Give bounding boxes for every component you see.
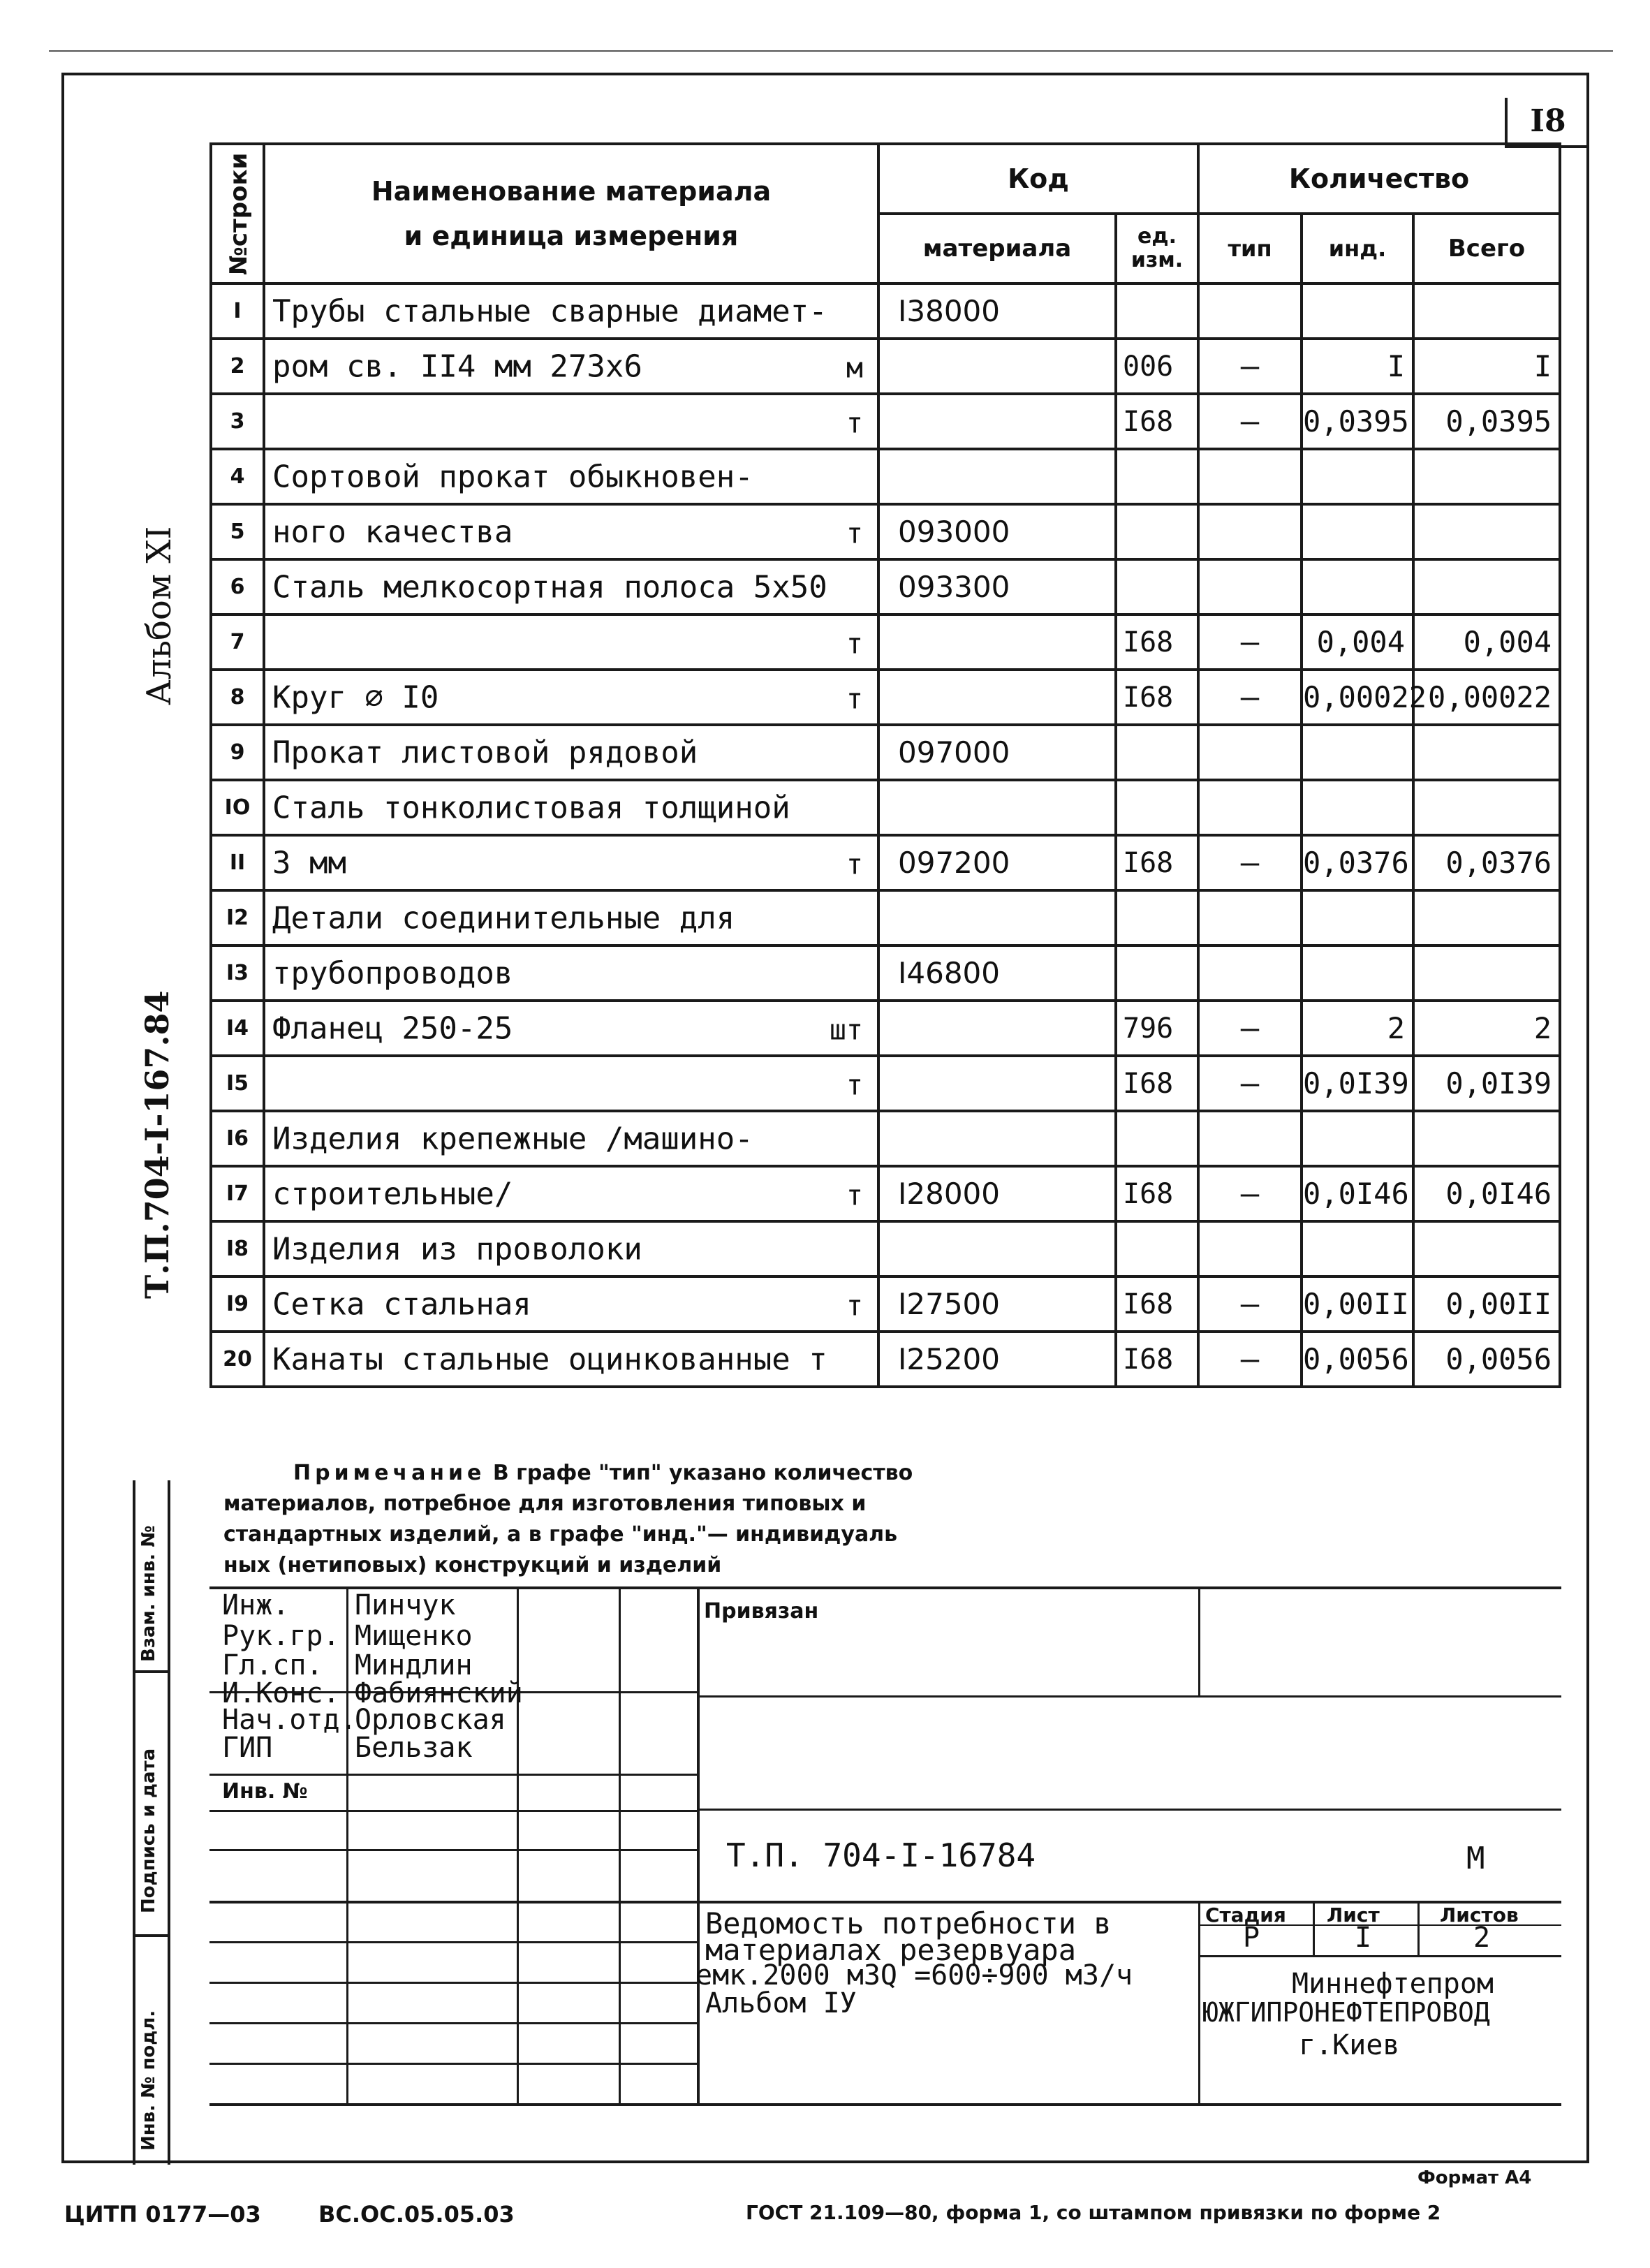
material-name-text: строительные/	[272, 1176, 513, 1212]
individual-qty	[1302, 1221, 1413, 1276]
stamp-role: Рук.гр.	[222, 1620, 340, 1652]
stamp-person: Фабиянский	[355, 1677, 523, 1709]
note-block: Примечание В графе "тип" указано количество материалов, потребное для изготовления типовых и стандартных изделий, а в графе "инд."— индивидуаль ных (нетиповых) конструкций и изделий	[223, 1461, 913, 1577]
page-number: I8	[1505, 98, 1589, 148]
stamp-role: Нач.отд.	[222, 1704, 357, 1736]
material-name-text: Сталь тонколистовая толщиной	[272, 790, 790, 825]
stamp-person: Пинчук	[355, 1589, 456, 1621]
org-line1: Миннефтепром	[1292, 1968, 1494, 2000]
material-name	[264, 504, 878, 559]
unit-code	[1116, 890, 1198, 945]
table-row	[211, 559, 1560, 614]
stamp-vline	[517, 1586, 519, 2103]
total-qty: 0,0I46	[1413, 1166, 1560, 1221]
header-row-no: №строки	[211, 144, 264, 284]
material-name	[264, 394, 878, 449]
stage-label: Стадия	[1205, 1904, 1286, 1927]
footer-left1: ЦИТП 0177—03	[64, 2201, 261, 2228]
material-unit: т	[846, 1068, 863, 1101]
stamp-person: Орловская	[355, 1704, 506, 1736]
stamp-line	[209, 1849, 698, 1851]
stage-value: Р	[1243, 1922, 1260, 1954]
total-qty	[1413, 780, 1560, 835]
row-number: I6	[211, 1111, 264, 1166]
material-code: 093000	[878, 504, 1116, 559]
type-qty	[1198, 1111, 1302, 1166]
total-qty	[1413, 559, 1560, 614]
material-name	[264, 890, 878, 945]
inv-label: Инв. №	[222, 1779, 308, 1804]
individual-qty: 0,00II	[1302, 1276, 1413, 1332]
material-name	[264, 780, 878, 835]
total-qty: 0,0376	[1413, 835, 1560, 890]
individual-qty	[1302, 504, 1413, 559]
stamp-vline	[697, 1586, 700, 2103]
individual-qty: 0,004	[1302, 614, 1413, 670]
material-name-text: ного качества	[272, 514, 513, 550]
note-title: Примечание	[293, 1461, 486, 1485]
stamp-person: Мищенко	[355, 1620, 473, 1652]
type-qty	[1198, 504, 1302, 559]
material-code	[878, 780, 1116, 835]
material-name	[264, 1276, 878, 1332]
row-number: 2	[211, 339, 264, 394]
sheet-label: Лист	[1327, 1904, 1380, 1927]
material-unit: т	[846, 1179, 863, 1212]
material-unit: т	[846, 1289, 863, 1322]
sheet-value: I	[1355, 1922, 1372, 1954]
individual-qty: I	[1302, 339, 1413, 394]
unit-code: I68	[1116, 1056, 1198, 1111]
unit-code: I68	[1116, 1332, 1198, 1387]
sheets-label: Листов	[1440, 1904, 1519, 1927]
unit-code: I68	[1116, 1166, 1198, 1221]
material-name	[264, 1221, 878, 1276]
individual-qty: 0,0376	[1302, 835, 1413, 890]
row-number: 3	[211, 394, 264, 449]
material-name-text: 3 мм	[272, 845, 346, 881]
material-name	[264, 1056, 878, 1111]
row-number: I8	[211, 1221, 264, 1276]
table-row	[211, 835, 1560, 890]
stamp-vline	[1313, 1901, 1315, 1955]
material-unit: т	[846, 627, 863, 660]
material-code	[878, 614, 1116, 670]
row-number: 5	[211, 504, 264, 559]
individual-qty	[1302, 725, 1413, 780]
material-unit: т	[846, 682, 863, 715]
material-name-text: Сталь мелкосортная полоса 5х50	[272, 569, 827, 605]
material-code	[878, 890, 1116, 945]
table-row	[211, 1166, 1560, 1221]
material-name-text: Канаты стальные оцинкованные т	[272, 1341, 827, 1377]
individual-qty	[1302, 1111, 1413, 1166]
individual-qty	[1302, 559, 1413, 614]
project-label: Т.П.704-I-167.84	[138, 990, 176, 1299]
individual-qty	[1302, 449, 1413, 504]
type-qty: –	[1198, 1276, 1302, 1332]
margin-vline	[133, 1480, 135, 2165]
individual-qty: 0,0I46	[1302, 1166, 1413, 1221]
material-name	[264, 1111, 878, 1166]
total-qty: 0,0056	[1413, 1332, 1560, 1387]
unit-code	[1116, 725, 1198, 780]
total-qty	[1413, 945, 1560, 1001]
total-qty: 0,0395	[1413, 394, 1560, 449]
type-qty	[1198, 1221, 1302, 1276]
footer-gost: ГОСТ 21.109—80, форма 1, со штампом привязки по форме 2	[746, 2201, 1441, 2224]
table-row	[211, 945, 1560, 1001]
type-qty	[1198, 449, 1302, 504]
material-name	[264, 449, 878, 504]
material-name-text: Фланец 250-25	[272, 1010, 513, 1046]
type-qty	[1198, 890, 1302, 945]
row-number: 9	[211, 725, 264, 780]
material-unit: шт	[829, 1013, 863, 1046]
stamp-role: И.Конс.	[222, 1677, 340, 1709]
type-qty: –	[1198, 1166, 1302, 1221]
row-number: 7	[211, 614, 264, 670]
total-qty: 0,004	[1413, 614, 1560, 670]
type-qty: –	[1198, 835, 1302, 890]
unit-code: I68	[1116, 394, 1198, 449]
stamp-vline	[346, 1586, 348, 2103]
stamp-vline	[619, 1586, 621, 2103]
material-code: 097200	[878, 835, 1116, 890]
unit-code: 006	[1116, 339, 1198, 394]
individual-qty: 0,0395	[1302, 394, 1413, 449]
header-unit-code: ед. изм.	[1116, 214, 1198, 284]
row-number: IO	[211, 780, 264, 835]
material-unit: м	[846, 351, 863, 384]
material-code	[878, 339, 1116, 394]
top-rule	[49, 50, 1613, 52]
material-name	[264, 835, 878, 890]
type-qty	[1198, 780, 1302, 835]
footer-left2: ВС.ОС.05.05.03	[318, 2201, 515, 2228]
stamp-vline	[1417, 1901, 1420, 1955]
unit-code: I68	[1116, 835, 1198, 890]
material-code	[878, 1001, 1116, 1056]
title-line4: Альбом IУ	[705, 1987, 857, 2019]
individual-qty: 2	[1302, 1001, 1413, 1056]
material-code	[878, 449, 1116, 504]
row-number: II	[211, 835, 264, 890]
unit-code	[1116, 1221, 1198, 1276]
total-qty	[1413, 1221, 1560, 1276]
table-row	[211, 394, 1560, 449]
material-code: 097000	[878, 725, 1116, 780]
margin-hline	[133, 1670, 170, 1673]
stamp-line	[1198, 1955, 1561, 1957]
type-qty: –	[1198, 614, 1302, 670]
material-code: I46800	[878, 945, 1116, 1001]
stamp-line	[209, 2022, 698, 2024]
materials-table	[209, 142, 1561, 1388]
total-qty	[1413, 725, 1560, 780]
type-qty: –	[1198, 1001, 1302, 1056]
unit-code	[1116, 559, 1198, 614]
margin-replace-inv: Взам. инв. №	[138, 1525, 159, 1662]
header-quantity: Количество	[1198, 144, 1560, 214]
stamp-line	[209, 2063, 698, 2065]
total-qty: 0,00022	[1413, 670, 1560, 725]
material-code: I28000	[878, 1166, 1116, 1221]
row-number: I2	[211, 890, 264, 945]
table-row	[211, 890, 1560, 945]
material-code: I27500	[878, 1276, 1116, 1332]
type-qty: –	[1198, 394, 1302, 449]
material-name	[264, 559, 878, 614]
stamp-person: Бельзак	[355, 1732, 473, 1764]
material-name-text: Сортовой прокат обыкновен-	[272, 459, 753, 494]
stamp-line	[209, 1941, 698, 1943]
stamp-person: Миндлин	[355, 1649, 473, 1681]
material-name	[264, 1166, 878, 1221]
row-number: 6	[211, 559, 264, 614]
table-row	[211, 1001, 1560, 1056]
stamp-vline	[1198, 1901, 1200, 2103]
type-qty: –	[1198, 1056, 1302, 1111]
individual-qty	[1302, 890, 1413, 945]
table-row	[211, 1332, 1560, 1387]
type-qty	[1198, 945, 1302, 1001]
material-code	[878, 1221, 1116, 1276]
stamp-line	[698, 1695, 1561, 1698]
material-name	[264, 339, 878, 394]
material-name-text: ром св. II4 мм 273х6	[272, 348, 642, 384]
footer-format: Формат А4	[1417, 2167, 1532, 2188]
unit-code: I68	[1116, 670, 1198, 725]
table-row	[211, 504, 1560, 559]
row-number: I3	[211, 945, 264, 1001]
material-code	[878, 670, 1116, 725]
material-unit: т	[846, 848, 863, 881]
unit-code	[1116, 780, 1198, 835]
row-number: 4	[211, 449, 264, 504]
row-number: I	[211, 284, 264, 339]
sheets-value: 2	[1473, 1922, 1491, 1954]
material-unit: т	[846, 517, 863, 550]
org-line2: ЮЖГИПРОНЕФТЕПРОВОД	[1202, 1997, 1490, 2028]
total-qty: 0,00II	[1413, 1276, 1560, 1332]
row-number: I5	[211, 1056, 264, 1111]
unit-code: 796	[1116, 1001, 1198, 1056]
margin-vline	[168, 1480, 170, 2165]
material-code	[878, 1056, 1116, 1111]
header-individual: инд.	[1302, 214, 1413, 284]
material-unit: т	[846, 406, 863, 439]
row-number: 20	[211, 1332, 264, 1387]
table-row	[211, 614, 1560, 670]
type-qty	[1198, 559, 1302, 614]
table-row	[211, 670, 1560, 725]
table-row	[211, 1056, 1560, 1111]
title-line1: Ведомость потребности в	[705, 1906, 1112, 1941]
row-number: I4	[211, 1001, 264, 1056]
total-qty	[1413, 449, 1560, 504]
total-qty: 0,0I39	[1413, 1056, 1560, 1111]
material-code	[878, 1111, 1116, 1166]
table-row	[211, 449, 1560, 504]
stamp-line	[209, 1774, 698, 1776]
individual-qty	[1302, 284, 1413, 339]
material-name-text: Изделия крепежные /машино-	[272, 1121, 753, 1156]
row-number: I7	[211, 1166, 264, 1221]
type-qty	[1198, 725, 1302, 780]
title-line3: емк.2000 м3Q =600÷900 м3/ч	[695, 1959, 1133, 1991]
margin-sign-date: Подпись и дата	[138, 1748, 159, 1913]
header-total: Всего	[1413, 214, 1560, 284]
stamp-role: Гл.сп.	[222, 1649, 323, 1681]
individual-qty: 0,00022	[1302, 670, 1413, 725]
stamp-line	[209, 1810, 698, 1812]
table-row	[211, 1221, 1560, 1276]
material-name	[264, 670, 878, 725]
doc-code: Т.П. 704-I-16784	[726, 1836, 1036, 1874]
table-row	[211, 1111, 1560, 1166]
total-qty: I	[1413, 339, 1560, 394]
total-qty	[1413, 1111, 1560, 1166]
org-line3: г.Киев	[1299, 2029, 1400, 2061]
unit-code	[1116, 1111, 1198, 1166]
material-code: I25200	[878, 1332, 1116, 1387]
material-name-text: Изделия из проволоки	[272, 1231, 642, 1267]
unit-code	[1116, 284, 1198, 339]
unit-code	[1116, 449, 1198, 504]
unit-code: I68	[1116, 614, 1198, 670]
material-name	[264, 945, 878, 1001]
total-qty	[1413, 504, 1560, 559]
stamp-role: ГИП	[222, 1732, 273, 1764]
material-name	[264, 284, 878, 339]
total-qty	[1413, 890, 1560, 945]
material-name-text: трубопроводов	[272, 955, 513, 991]
doc-letter: М	[1466, 1841, 1485, 1876]
material-name-text: Трубы стальные сварные диамет-	[272, 293, 827, 329]
stamp-line	[698, 1809, 1561, 1811]
material-name	[264, 725, 878, 780]
type-qty: –	[1198, 339, 1302, 394]
individual-qty: 0,0056	[1302, 1332, 1413, 1387]
material-name-text: Прокат листовой рядовой	[272, 735, 698, 770]
type-qty: –	[1198, 670, 1302, 725]
individual-qty	[1302, 780, 1413, 835]
stamp-vline	[1198, 1586, 1200, 1695]
stamp-line	[209, 1982, 698, 1984]
stamp-role: Инж.	[222, 1589, 290, 1621]
bound-label: Привязан	[704, 1599, 819, 1623]
material-name-text: Сетка стальная	[272, 1286, 531, 1322]
header-code: Код	[878, 144, 1198, 214]
material-name	[264, 1001, 878, 1056]
material-code: 093300	[878, 559, 1116, 614]
material-code: I38000	[878, 284, 1116, 339]
total-qty: 2	[1413, 1001, 1560, 1056]
individual-qty	[1302, 945, 1413, 1001]
total-qty	[1413, 284, 1560, 339]
type-qty	[1198, 284, 1302, 339]
material-name-text: Детали соединительные для	[272, 900, 735, 936]
material-name-text: Круг ∅ I0	[272, 679, 439, 715]
material-name	[264, 614, 878, 670]
header-type: тип	[1198, 214, 1302, 284]
table-row	[211, 339, 1560, 394]
margin-hline	[133, 1934, 170, 1937]
table-row	[211, 725, 1560, 780]
material-code	[878, 394, 1116, 449]
header-material: материала	[878, 214, 1116, 284]
individual-qty: 0,0I39	[1302, 1056, 1413, 1111]
type-qty: –	[1198, 1332, 1302, 1387]
album-label: Альбом XI	[140, 526, 179, 705]
unit-code	[1116, 504, 1198, 559]
title-line2: материалах резервуара	[705, 1933, 1077, 1967]
stamp-bottom-line	[209, 2103, 1561, 2106]
unit-code: I68	[1116, 1276, 1198, 1332]
material-name	[264, 1332, 878, 1387]
table-row	[211, 780, 1560, 835]
row-number: I9	[211, 1276, 264, 1332]
margin-inv-orig: Инв. № подл.	[138, 2010, 159, 2151]
header-name: Наименование материала и единица измерения	[264, 144, 878, 284]
table-row	[211, 284, 1560, 339]
unit-code	[1116, 945, 1198, 1001]
row-number: 8	[211, 670, 264, 725]
table-row	[211, 1276, 1560, 1332]
